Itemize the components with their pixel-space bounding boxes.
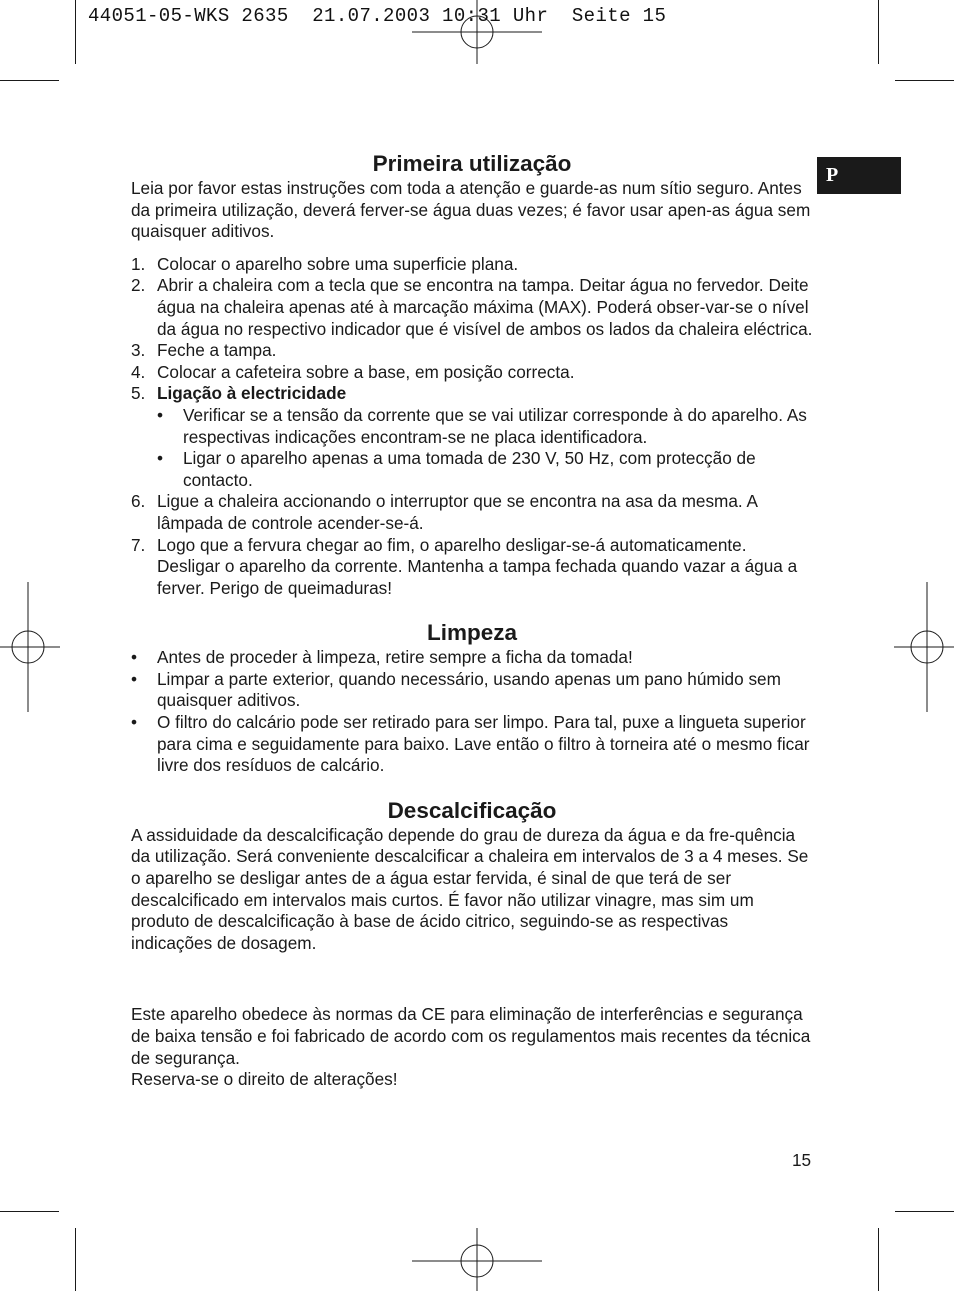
print-slug: 44051-05-WKS 2635 21.07.2003 10:31 Uhr Seite 15 <box>88 5 667 27</box>
list-item: • O filtro do calcário pode ser retirado para ser limpo. Para tal, puxe a lingueta superior para cima e seguidamente para baixo. Lave então o filtro à torneira até o mesmo ficar livre dos resíduos de calcário. <box>131 712 810 776</box>
first-use-steps <box>131 254 813 600</box>
first-use-intro: Leia por favor estas instruções com toda a atenção e guarde-as num sítio seguro. Antes da primeira utilização, deverá ferver-se água duas vezes; é favor usar apen-as água sem quaisquer aditivos. <box>131 178 811 242</box>
list-item: 2. Abrir a chaleira com a tecla que se encontra na tampa. Deitar água no fervedor. Deite água na chaleira apenas até à marcação máxima (MAX). Poderá obser-var-se o nível da água no respectivo indicador que é visível de ambos os lados da chaleira eléctrica. <box>131 275 813 339</box>
registration-mark-right <box>894 582 954 712</box>
registration-mark-top <box>412 0 542 64</box>
crop-mark <box>75 0 76 64</box>
language-tab: P <box>817 157 901 194</box>
electrical-connection-bullets <box>157 405 813 491</box>
list-item: 1. Colocar o aparelho sobre uma superficie plana. <box>131 253 519 274</box>
crop-mark <box>895 1211 954 1212</box>
ce-compliance-text: Este aparelho obedece às normas da CE para eliminação de interferências e segurança de baixa tensão e foi fabricado de acordo com os regulamentos mais recentes da técnica de segurança. <box>131 1004 811 1068</box>
cleaning-bullets <box>131 647 813 777</box>
crop-mark <box>0 1211 59 1212</box>
registration-mark-bottom <box>412 1228 542 1291</box>
crop-mark <box>75 1228 76 1291</box>
crop-mark <box>878 0 879 64</box>
reserve-rights-text: Reserva-se o direito de alterações! <box>131 1069 398 1090</box>
list-item: 7. Logo que a fervura chegar ao fim, o aparelho desligar-se-á automaticamente. Desligar o aparelho da corrente. Mantenha a tampa fechada quando vazar a água a ferver. Perigo de queimaduras! <box>131 534 798 598</box>
crop-mark <box>0 80 59 81</box>
manual-content <box>131 150 813 1091</box>
section-title-cleaning: Limpeza <box>426 620 518 646</box>
list-item: • Ligar o aparelho apenas a uma tomada de 230 V, 50 Hz, com protecção de contacto. <box>157 448 756 490</box>
descaling-text: A assiduidade da descalcificação depende do grau de dureza da água e da fre-quência da utilização. Será conveniente descalcificar a chaleira em intervalos de 3 a 4 meses. Se o aparelho se desligar antes de a água estar fervida, é sinal de que terá de ser descalcificado em intervalos mais curtos. É favor não utilizar vinagre, mas sim um produto de descalcificação à base de ácido citrico, seguindo-se as respectivas indicações de dosagem. <box>131 824 809 953</box>
page-number: 15 <box>792 1150 812 1170</box>
list-item: • Antes de proceder à limpeza, retire sempre a ficha da tomada! <box>131 647 633 668</box>
list-item: 5. Ligação à electricidade • Verificar se a tensão da corrente que se vai utilizar corresponde à do aparelho. As respectivas indicações encontram-se ne placa identificadora. • Ligar o aparelho apenas a uma tomada de 230 V, 50 Hz, com protecção de contacto. <box>131 383 813 491</box>
section-title-descaling: Descalcificação <box>387 797 557 823</box>
section-title-first-use: Primeira utilização <box>372 151 572 176</box>
list-item: 3. Feche a tampa. <box>131 340 277 361</box>
list-item: 4. Colocar a cafeteira sobre a base, em posição correcta. <box>131 361 575 382</box>
list-item: 6. Ligue a chaleira accionando o interruptor que se encontra na asa da mesma. A lâmpada de controle acender-se-á. <box>131 491 758 533</box>
registration-mark-left <box>0 582 60 712</box>
crop-mark <box>878 1228 879 1291</box>
list-item: • Limpar a parte exterior, quando necessário, usando apenas um pano húmido sem quaisquer aditivos. <box>131 668 781 711</box>
list-item: • Verificar se a tensão da corrente que se vai utilizar corresponde à do aparelho. As respectivas indicações encontram-se ne placa identificadora. <box>157 404 807 447</box>
crop-mark <box>895 80 954 81</box>
